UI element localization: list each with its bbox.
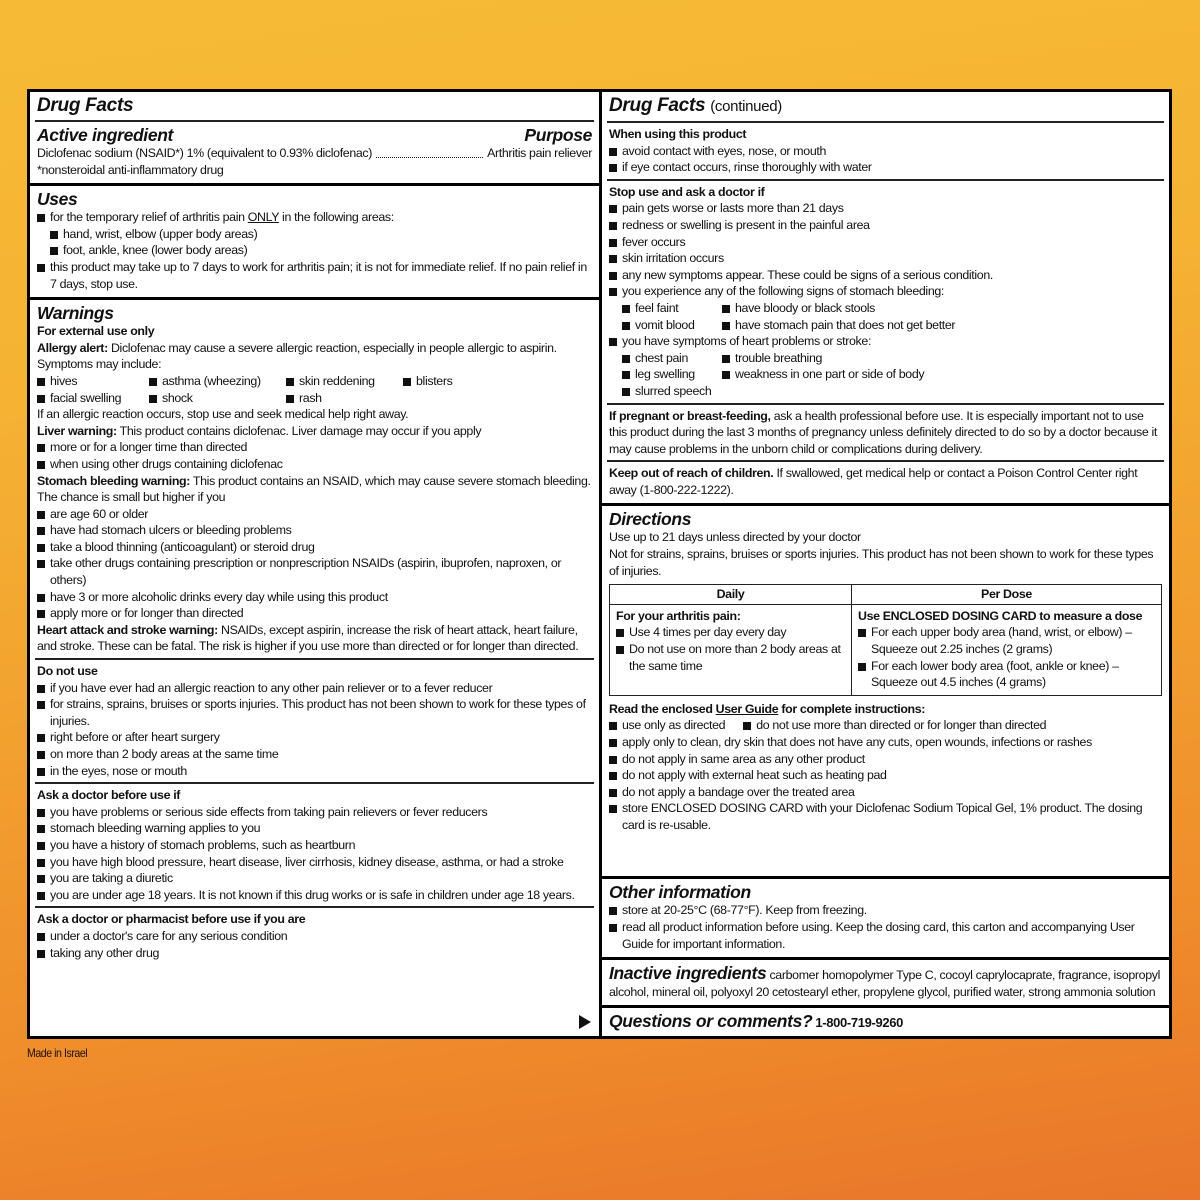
drug-facts-panel — [27, 89, 1172, 1039]
per-dose-cell — [852, 604, 1162, 695]
divider — [35, 658, 594, 660]
do-not-use-item: right before or after heart surgery — [37, 729, 592, 746]
directions-box — [602, 506, 1169, 876]
allergy-alert-label: Allergy alert: — [37, 340, 108, 355]
ask-pharmacist-item: under a doctor's care for any serious condition — [37, 928, 592, 945]
ask-doctor-item: you are under age 18 years. It is not known if this drug works or is safe in children under age 18 years. — [37, 887, 592, 904]
do-not-use-heading: Do not use — [37, 664, 98, 679]
directions-item: do not use more than directed or for longer than directed — [743, 717, 1046, 734]
directions-item: do not apply a bandage over the treated area — [609, 784, 1162, 801]
questions-phone: 1-800-719-9260 — [815, 1015, 904, 1031]
active-ingredient-box — [30, 92, 599, 183]
inactive-ingredients-box — [602, 960, 1169, 1005]
liver-item: more or for a longer time than directed — [37, 439, 592, 456]
purpose-text: Arthritis pain reliever — [487, 146, 592, 160]
heart-sign: slurred speech — [622, 383, 722, 400]
uses-only-emphasis: ONLY — [247, 210, 279, 225]
directions-line: Use up to 21 days unless directed by your doctor — [609, 530, 861, 545]
daily-column-header: Daily — [610, 585, 852, 605]
stop-use-heading: Stop use and ask a doctor if — [609, 184, 765, 199]
daily-item: Use 4 times per day every day — [616, 624, 845, 641]
read-user-guide-text: Read the enclosed — [609, 701, 713, 716]
read-user-guide — [609, 701, 1162, 718]
uses-sub-item: foot, ankle, knee (lower body areas) — [50, 242, 592, 259]
stop-use-item: any new symptoms appear. These could be signs of a serious condition. — [609, 267, 1162, 284]
allergy-alert — [37, 340, 592, 357]
drug-facts-continued-title — [609, 95, 1162, 118]
divider — [35, 120, 594, 122]
uses-item: this product may take up to 7 days to work for arthritis pain; it is not for immediate relief. If no pain relief in 7 days, stop use. — [37, 259, 592, 292]
stomach-item: apply more or for longer than directed — [37, 605, 592, 622]
dosing-table-row — [610, 604, 1162, 695]
keep-out-label: Keep out of reach of children. — [609, 466, 774, 481]
symptom-item: hives — [37, 373, 149, 390]
other-information-item: read all product information before using. Keep the dosing card, this carton and accompanying User Guide for important information. — [609, 919, 1162, 952]
pregnancy-warning — [609, 408, 1162, 458]
daily-cell — [610, 604, 852, 695]
active-ingredient-heading: Active ingredient — [37, 125, 174, 145]
external-use-label: For external use only — [37, 324, 155, 339]
ask-pharmacist-heading: Ask a doctor or pharmacist before use if you are — [37, 912, 306, 927]
heart-signs-grid — [622, 350, 1162, 400]
liver-item: when using other drugs containing diclofenac — [37, 456, 592, 473]
stomach-item: have had stomach ulcers or bleeding problems — [37, 522, 592, 539]
other-information-heading: Other information — [609, 882, 751, 903]
symptoms-grid — [37, 373, 592, 406]
directions-inline-items — [609, 717, 1162, 734]
do-not-use-item: for strains, sprains, bruises or sports injuries. This product has not been shown to work for these types of injuries. — [37, 696, 592, 729]
questions-box — [602, 1008, 1169, 1036]
uses-text: in the following areas: — [282, 210, 394, 225]
symptom-item: rash — [286, 390, 403, 407]
user-guide-reference: User Guide — [715, 701, 779, 716]
stop-use-item: you experience any of the following signs of stomach bleeding: — [609, 283, 1162, 300]
drug-facts-title: Drug Facts — [609, 95, 706, 116]
purpose-heading: Purpose — [524, 125, 592, 145]
stomach-item: take other drugs containing prescription or nonprescription NSAIDs (aspirin, ibuprofen, naproxen, or others) — [37, 555, 592, 588]
continued-arrow-icon — [579, 1015, 591, 1029]
stop-use-item: fever occurs — [609, 234, 1162, 251]
directions-item: store ENCLOSED DOSING CARD with your Diclofenac Sodium Topical Gel, 1% product. The dosing card is re-usable. — [609, 800, 1162, 833]
directions-item: apply only to clean, dry skin that does not have any cuts, open wounds, infections or rashes — [609, 734, 1162, 751]
allergy-action: If an allergic reaction occurs, stop use and seek medical help right away. — [37, 407, 409, 422]
directions-item: do not apply with external heat such as heating pad — [609, 767, 1162, 784]
ask-doctor-item: you have problems or serious side effects from taking pain relievers or fever reducers — [37, 804, 592, 821]
dosing-table — [609, 584, 1162, 696]
heart-sign: trouble breathing — [722, 350, 972, 367]
per-dose-column-header: Per Dose — [852, 585, 1162, 605]
uses-sub-item: hand, wrist, elbow (upper body areas) — [50, 226, 592, 243]
do-not-use-item: on more than 2 body areas at the same time — [37, 746, 592, 763]
active-ingredient-text: Diclofenac sodium (NSAID*) 1% (equivalent to 0.93% diclofenac) — [37, 146, 373, 160]
continued-label: (continued) — [710, 98, 782, 115]
dosing-table-header — [610, 585, 1162, 605]
liver-warning-text: This product contains diclofenac. Liver damage may occur if you apply — [119, 423, 482, 438]
drug-facts-right-column — [602, 92, 1169, 1036]
stomach-item: are age 60 or older — [37, 506, 592, 523]
liver-warning — [37, 423, 592, 440]
heart-sign: weakness in one part or side of body — [722, 366, 972, 383]
symptom-item: blisters — [403, 373, 513, 390]
when-using-item: if eye contact occurs, rinse thoroughly with water — [609, 159, 1162, 176]
ask-doctor-item: stomach bleeding warning applies to you — [37, 820, 592, 837]
bleeding-sign: have bloody or black stools — [722, 300, 972, 317]
daily-cell-heading: For your arthritis pain: — [616, 608, 741, 623]
stomach-item: have 3 or more alcoholic drinks every day while using this product — [37, 589, 592, 606]
warnings-heading: Warnings — [37, 303, 114, 324]
active-ingredient-row — [37, 145, 592, 162]
divider — [35, 906, 594, 908]
per-dose-item: For each upper body area (hand, wrist, or elbow) – Squeeze out 2.25 inches (2 grams) — [858, 624, 1155, 657]
do-not-use-item: if you have ever had an allergic reaction to any other pain reliever or to a fever reducer — [37, 680, 592, 697]
bleeding-sign: feel faint — [622, 300, 722, 317]
directions-item: use only as directed — [609, 717, 725, 734]
pregnancy-text: ask a health professional before use. It is especially important not to use this product during the last 3 months of pregnancy unless definitely directed to do so by a doctor because it may cause problems in the unborn child or complications during delivery. — [609, 408, 1157, 456]
nsaid-footnote: *nonsteroidal anti-inflammatory drug — [37, 162, 224, 177]
do-not-use-item: in the eyes, nose or mouth — [37, 763, 592, 780]
other-information-box — [602, 879, 1169, 957]
divider — [607, 121, 1164, 123]
stomach-item: take a blood thinning (anticoagulant) or steroid drug — [37, 539, 592, 556]
read-user-guide-text: for complete instructions: — [781, 701, 926, 716]
heart-sign: chest pain — [622, 350, 722, 367]
bleeding-sign: vomit blood — [622, 317, 722, 334]
daily-item: Do not use on more than 2 body areas at the same time — [616, 641, 845, 674]
bleeding-signs-grid — [622, 300, 1162, 333]
symptom-item: asthma (wheezing) — [149, 373, 286, 390]
other-information-item: store at 20-25°C (68-77°F). Keep from freezing. — [609, 902, 1162, 919]
divider — [607, 179, 1164, 181]
stomach-warning — [37, 473, 592, 506]
per-dose-item: For each lower body area (foot, ankle or knee) – Squeeze out 4.5 inches (4 grams) — [858, 658, 1155, 691]
uses-heading: Uses — [37, 189, 78, 210]
heart-warning-text: NSAIDs, except aspirin, increase the risk of heart attack, heart failure, and stroke. These can be fatal. The risk is higher if you use more than directed or for longer than directed. — [37, 622, 579, 654]
ask-doctor-item: you have a history of stomach problems, such as heartburn — [37, 837, 592, 854]
inactive-ingredients-heading: Inactive ingredients — [609, 963, 767, 984]
directions-item: do not apply in same area as any other product — [609, 751, 1162, 768]
symptom-item: shock — [149, 390, 286, 407]
made-in-label: Made in Israel — [27, 1046, 88, 1060]
allergy-alert-text: Diclofenac may cause a severe allergic reaction, especially in people allergic to aspirin. — [110, 340, 557, 355]
active-ingredient-header — [37, 125, 592, 145]
symptom-item: skin reddening — [286, 373, 403, 390]
bleeding-sign: have stomach pain that does not get better — [722, 317, 972, 334]
liver-warning-label: Liver warning: — [37, 423, 117, 438]
drug-facts-left-column — [30, 92, 599, 1036]
ask-pharmacist-item: taking any other drug — [37, 945, 592, 962]
heart-warning — [37, 622, 592, 655]
leader-dots — [376, 157, 483, 158]
heart-sign: leg swelling — [622, 366, 722, 383]
stomach-warning-text: This product contains an NSAID, which may cause severe stomach bleeding. The chance is small but higher if you — [37, 473, 591, 505]
uses-box — [30, 186, 599, 297]
stop-use-item: pain gets worse or lasts more than 21 days — [609, 200, 1162, 217]
uses-item — [37, 209, 592, 226]
ask-doctor-heading: Ask a doctor before use if — [37, 788, 181, 803]
divider — [607, 460, 1164, 462]
divider — [35, 782, 594, 784]
keep-out-text: If swallowed, get medical help or contact a Poison Control Center right away (1-800-222-1222). — [609, 466, 1138, 497]
directions-line: Not for strains, sprains, bruises or sports injuries. This product has not been shown to work for these types of injuries. — [609, 547, 1154, 578]
stop-use-item: redness or swelling is present in the painful area — [609, 217, 1162, 234]
uses-text: for the temporary relief of arthritis pain — [50, 210, 245, 225]
drug-facts-title: Drug Facts — [37, 95, 134, 116]
symptoms-intro: Symptoms may include: — [37, 357, 162, 372]
questions-heading: Questions or comments? — [609, 1011, 813, 1032]
symptom-item: facial swelling — [37, 390, 149, 407]
directions-heading: Directions — [609, 509, 692, 530]
stomach-warning-label: Stomach bleeding warning: — [37, 473, 191, 488]
when-using-item: avoid contact with eyes, nose, or mouth — [609, 143, 1162, 160]
heart-warning-label: Heart attack and stroke warning: — [37, 622, 218, 637]
per-dose-cell-heading: Use ENCLOSED DOSING CARD to measure a dose — [858, 608, 1143, 623]
pregnancy-label: If pregnant or breast-feeding, — [609, 408, 771, 423]
ask-doctor-item: you have high blood pressure, heart disease, liver cirrhosis, kidney disease, asthma, or had a stroke — [37, 854, 592, 871]
keep-out-warning — [609, 465, 1162, 498]
continued-box — [602, 92, 1169, 503]
ask-doctor-item: you are taking a diuretic — [37, 870, 592, 887]
stop-use-item: skin irritation occurs — [609, 250, 1162, 267]
warnings-box — [30, 300, 599, 1036]
stop-use-item: you have symptoms of heart problems or stroke: — [609, 333, 1162, 350]
when-using-heading: When using this product — [609, 127, 747, 141]
inactive-ingredients-text: carbomer homopolymer Type C, cocoyl caprylocaprate, fragrance, isopropyl alcohol, mineral oil, polyoxyl 20 cetostearyl ether, propylene glycol, purified water, strong ammonia solution — [609, 968, 1160, 999]
divider — [607, 403, 1164, 405]
